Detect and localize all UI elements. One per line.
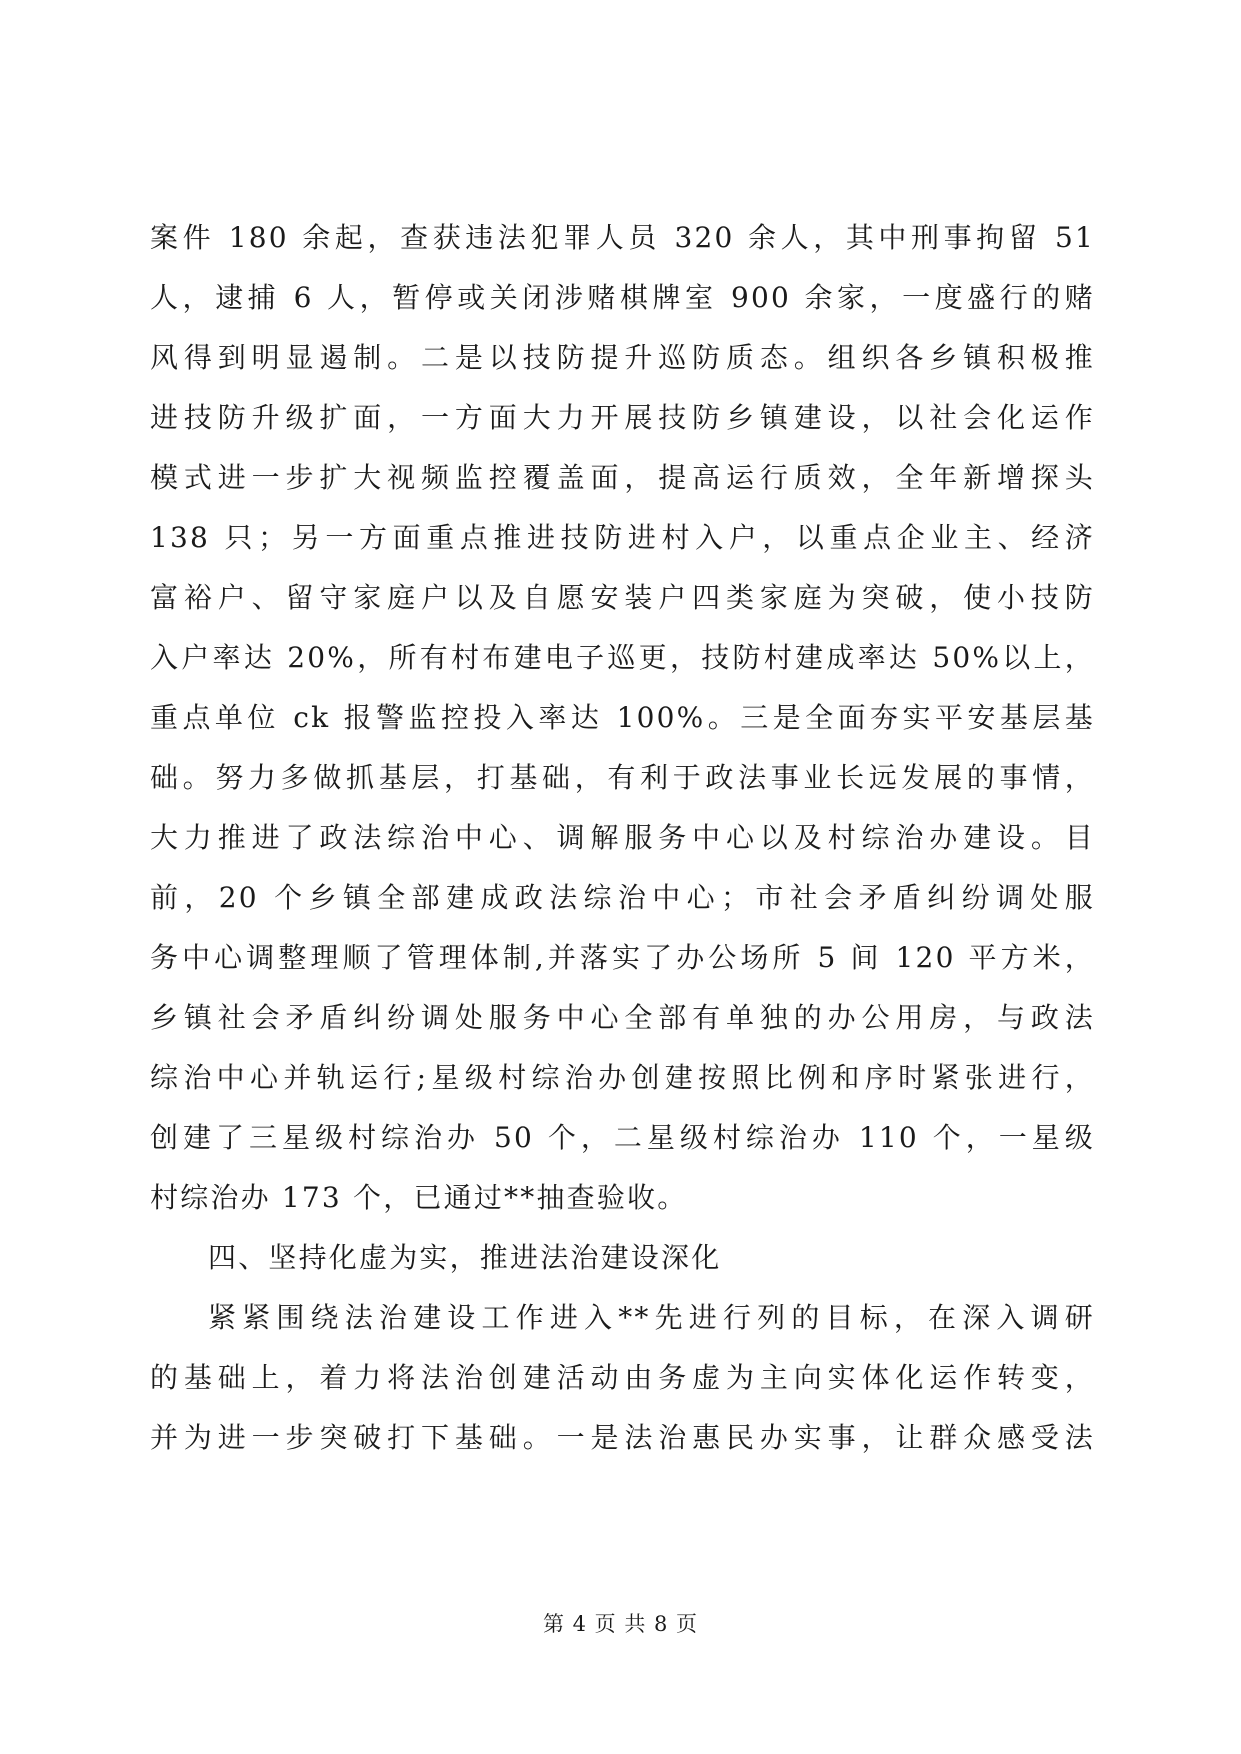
text-line: 础。努力多做抓基层，打基础，有利于政法事业长远发展的事情， (150, 761, 1095, 794)
text-line: 案件 180 余起，查获违法犯罪人员 320 余人，其中刑事拘留 51 (150, 221, 1095, 254)
section-heading: 四、坚持化虚为实，推进法治建设深化 (208, 1241, 722, 1274)
text-line: 入户率达 20%，所有村布建电子巡更，技防村建成率达 50%以上， (150, 641, 1095, 674)
text-line: 综治中心并轨运行;星级村综治办创建按照比例和序时紧张进行， (150, 1061, 1095, 1094)
text-line: 风得到明显遏制。二是以技防提升巡防质态。组织各乡镇积极推 (150, 341, 1095, 374)
text-line: 紧紧围绕法治建设工作进入**先进行列的目标，在深入调研 (208, 1301, 1095, 1334)
text-line: 前，20 个乡镇全部建成政法综治中心；市社会矛盾纠纷调处服 (150, 881, 1095, 914)
text-line: 村综治办 173 个，已通过**抽查验收。 (150, 1181, 688, 1214)
text-line: 138 只；另一方面重点推进技防进村入户，以重点企业主、经济 (150, 521, 1095, 554)
text-line: 富裕户、留守家庭户以及自愿安装户四类家庭为突破，使小技防 (150, 581, 1095, 614)
text-line: 并为进一步突破打下基础。一是法治惠民办实事，让群众感受法 (150, 1421, 1095, 1454)
text-line: 的基础上，着力将法治创建活动由务虚为主向实体化运作转变， (150, 1361, 1095, 1394)
text-line: 人，逮捕 6 人，暂停或关闭涉赌棋牌室 900 余家，一度盛行的赌 (150, 281, 1095, 314)
page-number: 第 4 页 共 8 页 (542, 1612, 699, 1636)
text-line: 创建了三星级村综治办 50 个，二星级村综治办 110 个，一星级 (150, 1121, 1095, 1154)
text-line: 务中心调整理顺了管理体制,并落实了办公场所 5 间 120 平方米， (150, 941, 1095, 974)
text-line: 重点单位 ck 报警监控投入率达 100%。三是全面夯实平安基层基 (150, 701, 1095, 734)
text-line: 进技防升级扩面，一方面大力开展技防乡镇建设，以社会化运作 (150, 401, 1095, 434)
body-text (150, 208, 1095, 1468)
text-line: 乡镇社会矛盾纠纷调处服务中心全部有单独的办公用房，与政法 (150, 1001, 1095, 1034)
text-line: 模式进一步扩大视频监控覆盖面，提高运行质效，全年新增探头 (150, 461, 1095, 494)
text-line: 大力推进了政法综治中心、调解服务中心以及村综治办建设。目 (150, 821, 1095, 854)
